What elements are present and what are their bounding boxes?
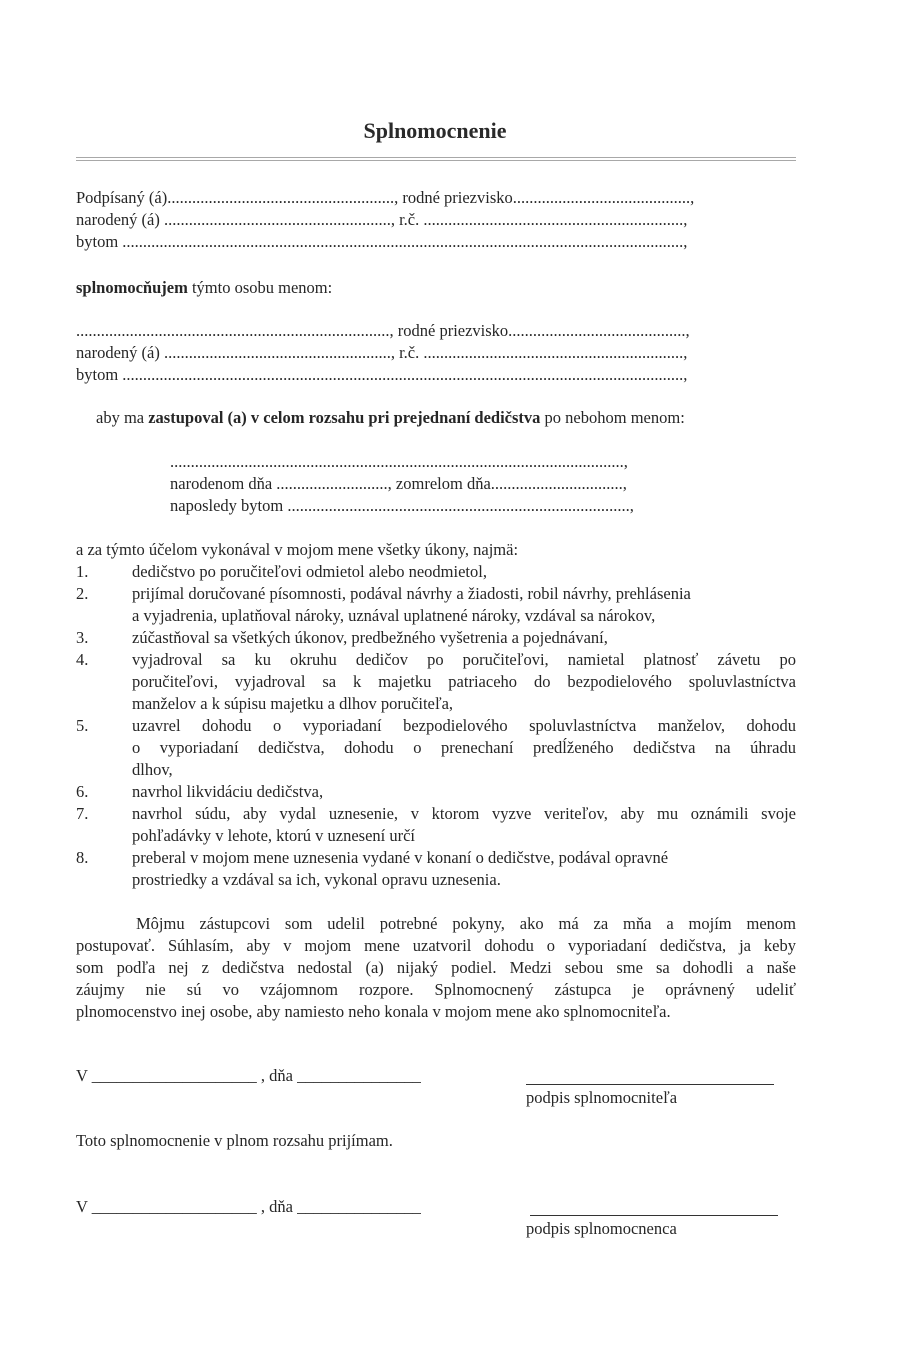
list-item-text: manželov a k súpisu majetku a dlhov poručiteľa,	[132, 694, 454, 713]
list-item-number: 7.	[76, 804, 89, 823]
purpose-pre: aby ma	[96, 408, 149, 427]
list-item-text: prostriedky a vzdával sa ich, vykonal opravu uznesenia.	[132, 870, 501, 889]
agent-signature-line	[530, 1215, 778, 1216]
principal-signature-line	[526, 1084, 774, 1085]
purpose-statement	[96, 407, 685, 429]
grant-rest: týmto osobu menom:	[187, 278, 333, 297]
list-item-text: zúčastňoval sa všetkých úkonov, predbežného vyšetrenia a pojednávaní,	[132, 628, 608, 647]
agent-signature-caption: podpis splnomocnenca	[526, 1219, 677, 1238]
principal-place-date-line: V ____________________ , dňa _______________	[76, 1066, 421, 1085]
agent-birth-line: narodený (á) ......................................................., r.č. ...............................................................,	[76, 343, 688, 362]
list-item-number: 3.	[76, 628, 89, 647]
list-item-text: uzavrel dohodu o vyporiadaní bezpodielového spoluvlastníctva manželov, dohodu	[132, 716, 796, 735]
principal-address-line: bytom ........................................................................................................................................,	[76, 232, 688, 251]
list-item-number: 6.	[76, 782, 89, 801]
list-item-text: navrhol súdu, aby vydal uznesenie, v ktorom vyzve veriteľov, aby mu oznámili svoje	[132, 804, 796, 823]
list-item-number: 5.	[76, 716, 89, 735]
deceased-name-line: ..............................................................................................................,	[170, 452, 628, 471]
list-item-text: o vyporiadaní dedičstva, dohodu o prenechaní predĺženého dedičstva na úhradu	[132, 738, 796, 757]
list-item-text: vyjadroval sa ku okruhu dedičov po poručiteľovi, namietal platnosť závetu po	[132, 650, 796, 669]
list-item-number: 2.	[76, 584, 89, 603]
acts-intro: a za týmto účelom vykonával v mojom mene všetky úkony, najmä:	[76, 540, 519, 559]
list-item-number: 1.	[76, 562, 89, 581]
deceased-address-line: naposledy bytom ...................................................................................,	[170, 496, 634, 515]
list-item-text: preberal v mojom mene uznesenia vydané v konaní o dedičstve, podával opravné	[132, 848, 669, 867]
paragraph-line: som podľa nej z dedičstva nedostal (a) nijaký podiel. Medzi sebou sme sa dohodli a naše	[76, 958, 796, 977]
deceased-dates-line: narodenom dňa ..........................., zomrelom dňa................................,	[170, 474, 627, 493]
paragraph-line: postupovať. Súhlasím, aby v mojom mene uzatvoril dohodu o vyporiadaní dedičstva, ja keby	[76, 936, 796, 955]
agent-place-date-line: V ____________________ , dňa _______________	[76, 1197, 421, 1216]
principal-name-line: Podpísaný (á)......................................................., rodné priezvisko...........................................,	[76, 188, 695, 207]
purpose-bold: zastupoval (a) v celom rozsahu pri prejednaní dedičstva	[148, 408, 541, 427]
list-item-number: 4.	[76, 650, 89, 669]
agent-name-line: ............................................................................, rodné priezvisko...........................................,	[76, 321, 690, 340]
paragraph-line: Môjmu zástupcovi som udelil potrebné pokyny, ako má za mňa a mojím menom	[136, 914, 796, 933]
list-item-text: dlhov,	[132, 760, 173, 779]
principal-birth-line: narodený (á) ......................................................., r.č. ...............................................................,	[76, 210, 688, 229]
purpose-post: po nebohom menom:	[540, 408, 685, 427]
title-divider	[76, 157, 796, 161]
grant-verb: splnomocňujem	[76, 278, 188, 297]
list-item-text: pohľadávky v lehote, ktorú v uznesení určí	[132, 826, 415, 845]
paragraph-line: záujmy nie sú vo vzájomnom rozpore. Splnomocnený zástupca je oprávnený udeliť	[76, 980, 796, 999]
list-item-text: a vyjadrenia, uplatňoval nároky, uznával uplatnené nároky, vzdával sa nárokov,	[132, 606, 656, 625]
list-item-text: dedičstvo po poručiteľovi odmietol alebo neodmietol,	[132, 562, 487, 581]
grant-statement	[76, 277, 332, 299]
list-item-number: 8.	[76, 848, 89, 867]
list-item-text: poručiteľovi, vyjadroval sa k majetku patriaceho do bezpodielového spoluvlastníctva	[132, 672, 796, 691]
agent-address-line: bytom ........................................................................................................................................,	[76, 365, 688, 384]
acceptance-statement: Toto splnomocnenie v plnom rozsahu prijímam.	[76, 1131, 393, 1150]
principal-signature-caption: podpis splnomocniteľa	[526, 1088, 678, 1107]
list-item-text: navrhol likvidáciu dedičstva,	[132, 782, 324, 801]
document-title: Splnomocnenie	[363, 118, 507, 143]
list-item-text: prijímal doručované písomnosti, podával návrhy a žiadosti, robil návrhy, prehlásenia	[132, 584, 691, 603]
paragraph-line: plnomocenstvo inej osobe, aby namiesto neho konala v mojom mene ako splnomocniteľa.	[76, 1002, 671, 1021]
